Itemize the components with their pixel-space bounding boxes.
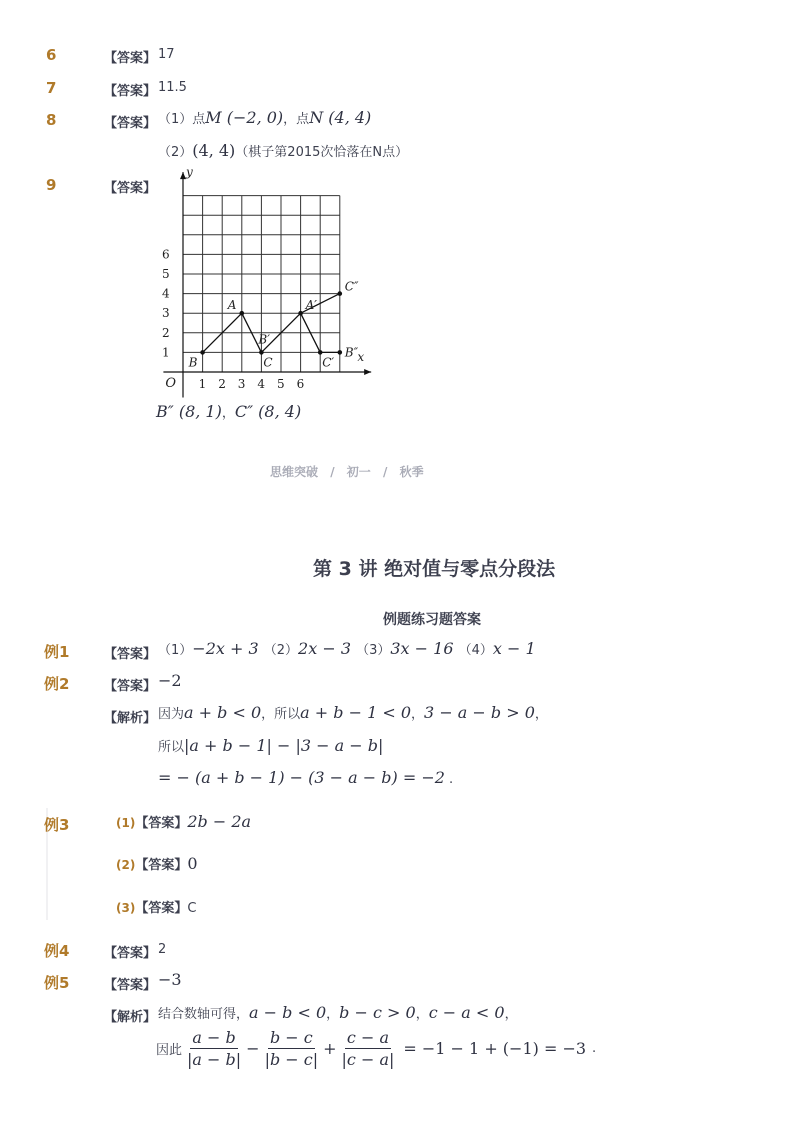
point-label: A′ [305,298,317,313]
answer-tag: 【答案】 [135,816,188,831]
x-tick-label: 1 [198,377,207,391]
text: （4） [458,643,493,658]
math-point-n: N (4, 4) [309,108,372,127]
text: ， [221,406,235,421]
analysis-tag: 【解析】 [104,1010,157,1025]
numerator: c − a [346,1028,389,1047]
x-tick-label: 5 [277,377,285,391]
math-expr: 3 − a − b > 0 [424,703,535,722]
point-label: A [227,298,237,313]
point-marker [240,311,245,316]
sub-number: (2) [116,858,136,872]
example-5-analysis-line-2 [156,1028,596,1069]
y-axis-label: y [186,165,193,180]
y-tick-label: 1 [162,345,170,360]
point-marker [338,291,343,296]
math-expr: a + b − 1 < 0 [300,703,412,722]
question-number-6: 6 [46,46,57,64]
point-label: B′ [258,332,270,347]
text: . [592,1041,597,1056]
point-marker [338,350,343,355]
coordinate-grid-chart [150,160,390,400]
answer-text: C [187,901,197,916]
example-5-analysis-line-1 [158,1003,518,1022]
example-2-analysis-line-2 [158,736,383,755]
example-3-sub-2 [116,854,198,873]
text: 所以 [158,740,185,755]
x-tick-label: 4 [257,377,266,391]
sub-number: (1) [116,816,136,830]
answer-tag: 【答案】 [135,901,188,916]
text: ， [415,1007,429,1022]
example-2-analysis-line-1 [158,703,548,722]
example-2-answer: −2 [158,671,182,690]
analysis-tag: 【解析】 [104,711,157,726]
x-tick-label: 6 [296,377,305,391]
fraction [185,1028,243,1069]
y-tick-label: 4 [162,286,170,301]
example-3-sub-3 [116,897,196,916]
operator: − [246,1039,260,1058]
footer-separator: / [382,465,388,479]
math-expr: −2x + 3 [192,639,259,658]
question-number-8: 8 [46,111,57,129]
point-marker [318,350,323,355]
example-1-answer [158,639,536,658]
math-expr: x − 1 [492,639,536,658]
math-expr: c − a < 0 [428,1003,505,1022]
example-4-answer: 2 [158,942,167,957]
answer-tag: 【答案】 [104,116,157,131]
text: 因为 [158,707,185,722]
y-tick-label: 5 [162,267,170,281]
example-2-analysis-line-3 [158,768,453,787]
origin-label: O [165,376,177,391]
text: 因此 [156,1043,183,1058]
math-expr: a + b < 0 [184,703,262,722]
text: （3） [356,643,391,658]
point-marker [298,311,303,316]
math-expr: = − (a + b − 1) − (3 − a − b) = −2 [158,768,445,787]
footer-grade: 初一 [346,465,371,479]
math-expr: a − b < 0 [249,1003,327,1022]
math-expr: b − c > 0 [339,1003,416,1022]
example-label-3: 例3 [44,816,70,834]
text: ， [534,707,548,722]
point-label: C″ [344,279,359,294]
math-expr: 2b − 2a [187,812,252,831]
point-label: C′ [322,355,335,370]
example-3-sub-1 [116,812,251,831]
sub-number: (3) [116,901,136,915]
footer-term: 秋季 [399,465,424,479]
answer-tag: 【答案】 [104,51,157,66]
math-expr: 2x − 3 [298,639,351,658]
answer-tag: 【答案】 [104,181,157,196]
denominator: |b − c| [264,1050,319,1069]
math-coordinate: (4, 4) [192,141,236,160]
math-expr: 0 [187,854,198,873]
y-tick-label: 2 [162,325,170,340]
text: ， [411,707,425,722]
x-axis-label: x [357,350,365,364]
math-point-c-double-prime: C″ (8, 4) [234,402,302,421]
page-footer [270,463,424,480]
question-number-7: 7 [46,79,57,97]
answer-tag: 【答案】 [104,679,157,694]
answer-tag: 【答案】 [104,978,157,993]
fraction [263,1028,321,1069]
point-marker [200,350,205,355]
fraction [340,1028,397,1069]
answer-tag: 【答案】 [104,647,157,662]
text: ， [504,1007,518,1022]
point-label: C [263,355,273,370]
y-tick-label: 6 [162,247,170,262]
answer-7: 11.5 [158,80,187,95]
text: （2） [158,145,193,160]
operator: + [323,1039,337,1058]
denominator: |c − a| [341,1050,395,1069]
text: 结合数轴可得， [158,1007,250,1022]
answer-tag: 【答案】 [104,946,157,961]
text: （2） [263,643,299,658]
answer-9-result [156,402,301,421]
text: . [448,772,454,787]
point-marker [259,350,264,355]
math-expr: = −1 − 1 + (−1) = −3 [403,1039,587,1058]
math-expr: |a + b − 1| − |3 − a − b| [184,736,384,755]
point-label: B [188,355,198,370]
text: ， [326,1007,340,1022]
text: ，所以 [261,707,301,722]
example-label-5: 例5 [44,974,70,992]
text: （1） [158,643,193,658]
example-label-4: 例4 [44,942,70,960]
example-5-answer: −3 [158,970,182,989]
section-title: 例题练习题答案 [383,612,481,628]
x-axis-arrow [364,369,371,375]
text: （1）点 [158,112,206,127]
denominator: |a − b| [187,1050,242,1069]
answer-8-line-2 [158,141,408,160]
example-label-1: 例1 [44,643,70,661]
numerator: a − b [192,1028,236,1047]
point-label: B″ [344,345,359,360]
y-tick-label: 3 [162,306,170,321]
x-tick-label: 3 [237,377,246,391]
answer-8-line-1 [158,108,371,127]
math-point-b-double-prime: B″ (8, 1) [156,402,222,421]
lecture-title: 第 3 讲 绝对值与零点分段法 [313,558,556,580]
answer-tag: 【答案】 [135,858,188,873]
footer-separator: / [330,465,335,479]
x-tick-label: 2 [218,377,226,391]
text: ，点 [283,112,310,127]
text: （棋子第2015次恰落在N点） [235,145,409,160]
example-label-2: 例2 [44,675,70,693]
question-number-9: 9 [46,176,57,194]
answer-tag: 【答案】 [104,84,157,99]
math-point-m: M (−2, 0) [205,108,284,127]
answer-6: 17 [158,47,175,62]
numerator: b − c [269,1028,313,1047]
footer-book: 思维突破 [270,465,319,479]
math-expr: 3x − 16 [390,639,454,658]
